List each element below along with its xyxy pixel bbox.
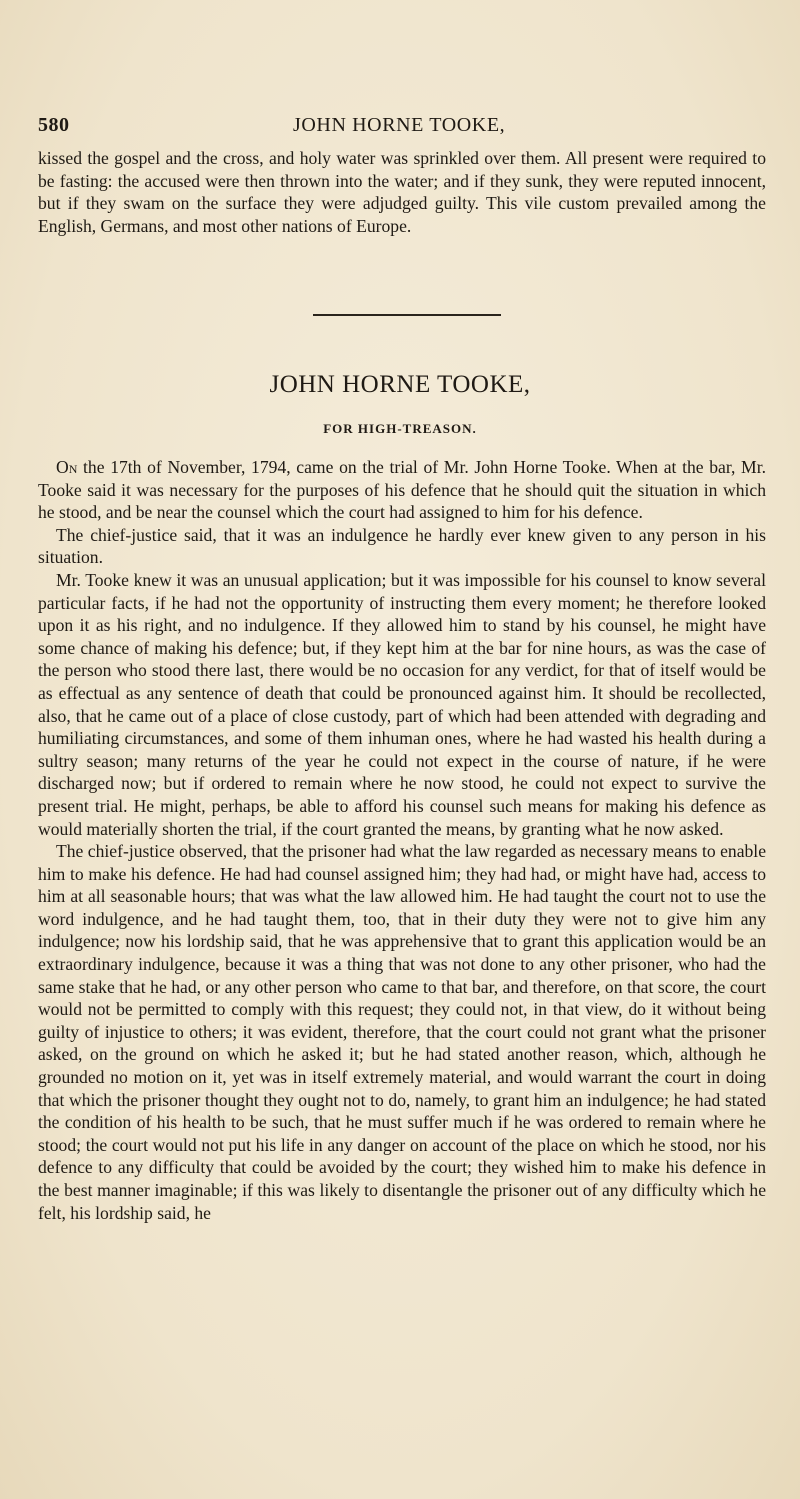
section-divider [313, 314, 501, 316]
paragraph-tooke-argument: Mr. Tooke knew it was an unusual application; but it was impossible for his counsel to know several particular facts, if he had not the opportunity of instructing them every moment; he therefore looked upon it as his right, and no indulgence. If they allowed him to stand by his counsel, he might have some chance of making his defence; but, if they kept him at the bar for nine hours, as was the case of the person who stood there last, there would be no occasion for any verdict, for that of itself would be as effectual as any sentence of death that could be pronounced against him. It should be recollected, also, that he came out of a place of close custody, part of which had been attended with degrading and humiliating circumstances, and some of them inhuman ones, where he had wasted his health during a sultry season; many returns of the year he could not expect in the course of nature, if he were discharged now; but if ordered to remain where he now stood, he could not expect to survive the present trial. He might, perhaps, be able to afford his counsel such means for making his defence as would materially shorten the trial, if the court granted the means, by granting what he now asked. [38, 569, 766, 839]
trial-text-block [38, 456, 766, 1224]
closing-paragraph: kissed the gospel and the cross, and holy water was sprinkled over them. All present were required to be fasting: the accused were then thrown into the water; and if they sunk, they were reputed innocent, but if they swam on the surface they were adjudged guilty. This vile custom prevailed among the English, Germans, and most other nations of Europe. [38, 148, 766, 236]
paragraph-opening [38, 456, 766, 524]
section-subtitle: FOR HIGH-TREASON. [323, 421, 477, 436]
page-number: 580 [38, 114, 70, 136]
paragraph-opening-text: the 17th of November, 1794, came on the trial of Mr. John Horne Tooke. When at the bar, Mr. Tooke said it was necessary for the purposes of his defence that he should quit the situation in which he stood, and be near the counsel which the court had assigned to him for his defence. [38, 457, 766, 523]
opening-word: On [56, 457, 78, 477]
section-title: JOHN HORNE TOOKE, [269, 371, 531, 398]
paragraph-chief-justice-reply: The chief-justice said, that it was an indulgence he hardly ever knew given to any person in his situation. [38, 524, 766, 568]
closing-paragraph-block [38, 147, 766, 237]
running-head [38, 114, 768, 138]
running-title: JOHN HORNE TOOKE, [293, 114, 506, 136]
paragraph-chief-justice-observation: The chief-justice observed, that the prisoner had what the law regarded as necessary means to enable him to make his defence. He had had counsel assigned him; they had had, or might have had, access to him at all seasonable hours; that was what the law allowed him. He had taught the court not to use the word indulgence, and he had taught them, too, that in their duty they were not to give him any indulgence; now his lordship said, that he was apprehensive that to grant this application would be an extraordinary indulgence, because it was a thing that was not done to any other prisoner, who had the same stake that he had, or any other person who came to that bar, and therefore, on that score, the court would not be permitted to comply with this request; they could not, in that view, do it without being guilty of injustice to others; it was evident, therefore, that the court could not grant what the prisoner asked, on the ground on which he asked it; but he had stated another reason, which, although he grounded no motion on it, yet was in itself extremely material, and would warrant the court in doing that which the prisoner thought they ought not to do, namely, to grant him an indulgence; he had stated the condition of his health to be such, that he must suffer much if he was ordered to remain where he stood; the court would not put his life in any danger on account of the place on which he stood, nor his defence to any difficulty that could be avoided by the court; they wished him to make his defence in the best manner imaginable; if this was likely to disentangle the prisoner out of any difficulty which he felt, his lordship said, he [38, 841, 766, 1223]
